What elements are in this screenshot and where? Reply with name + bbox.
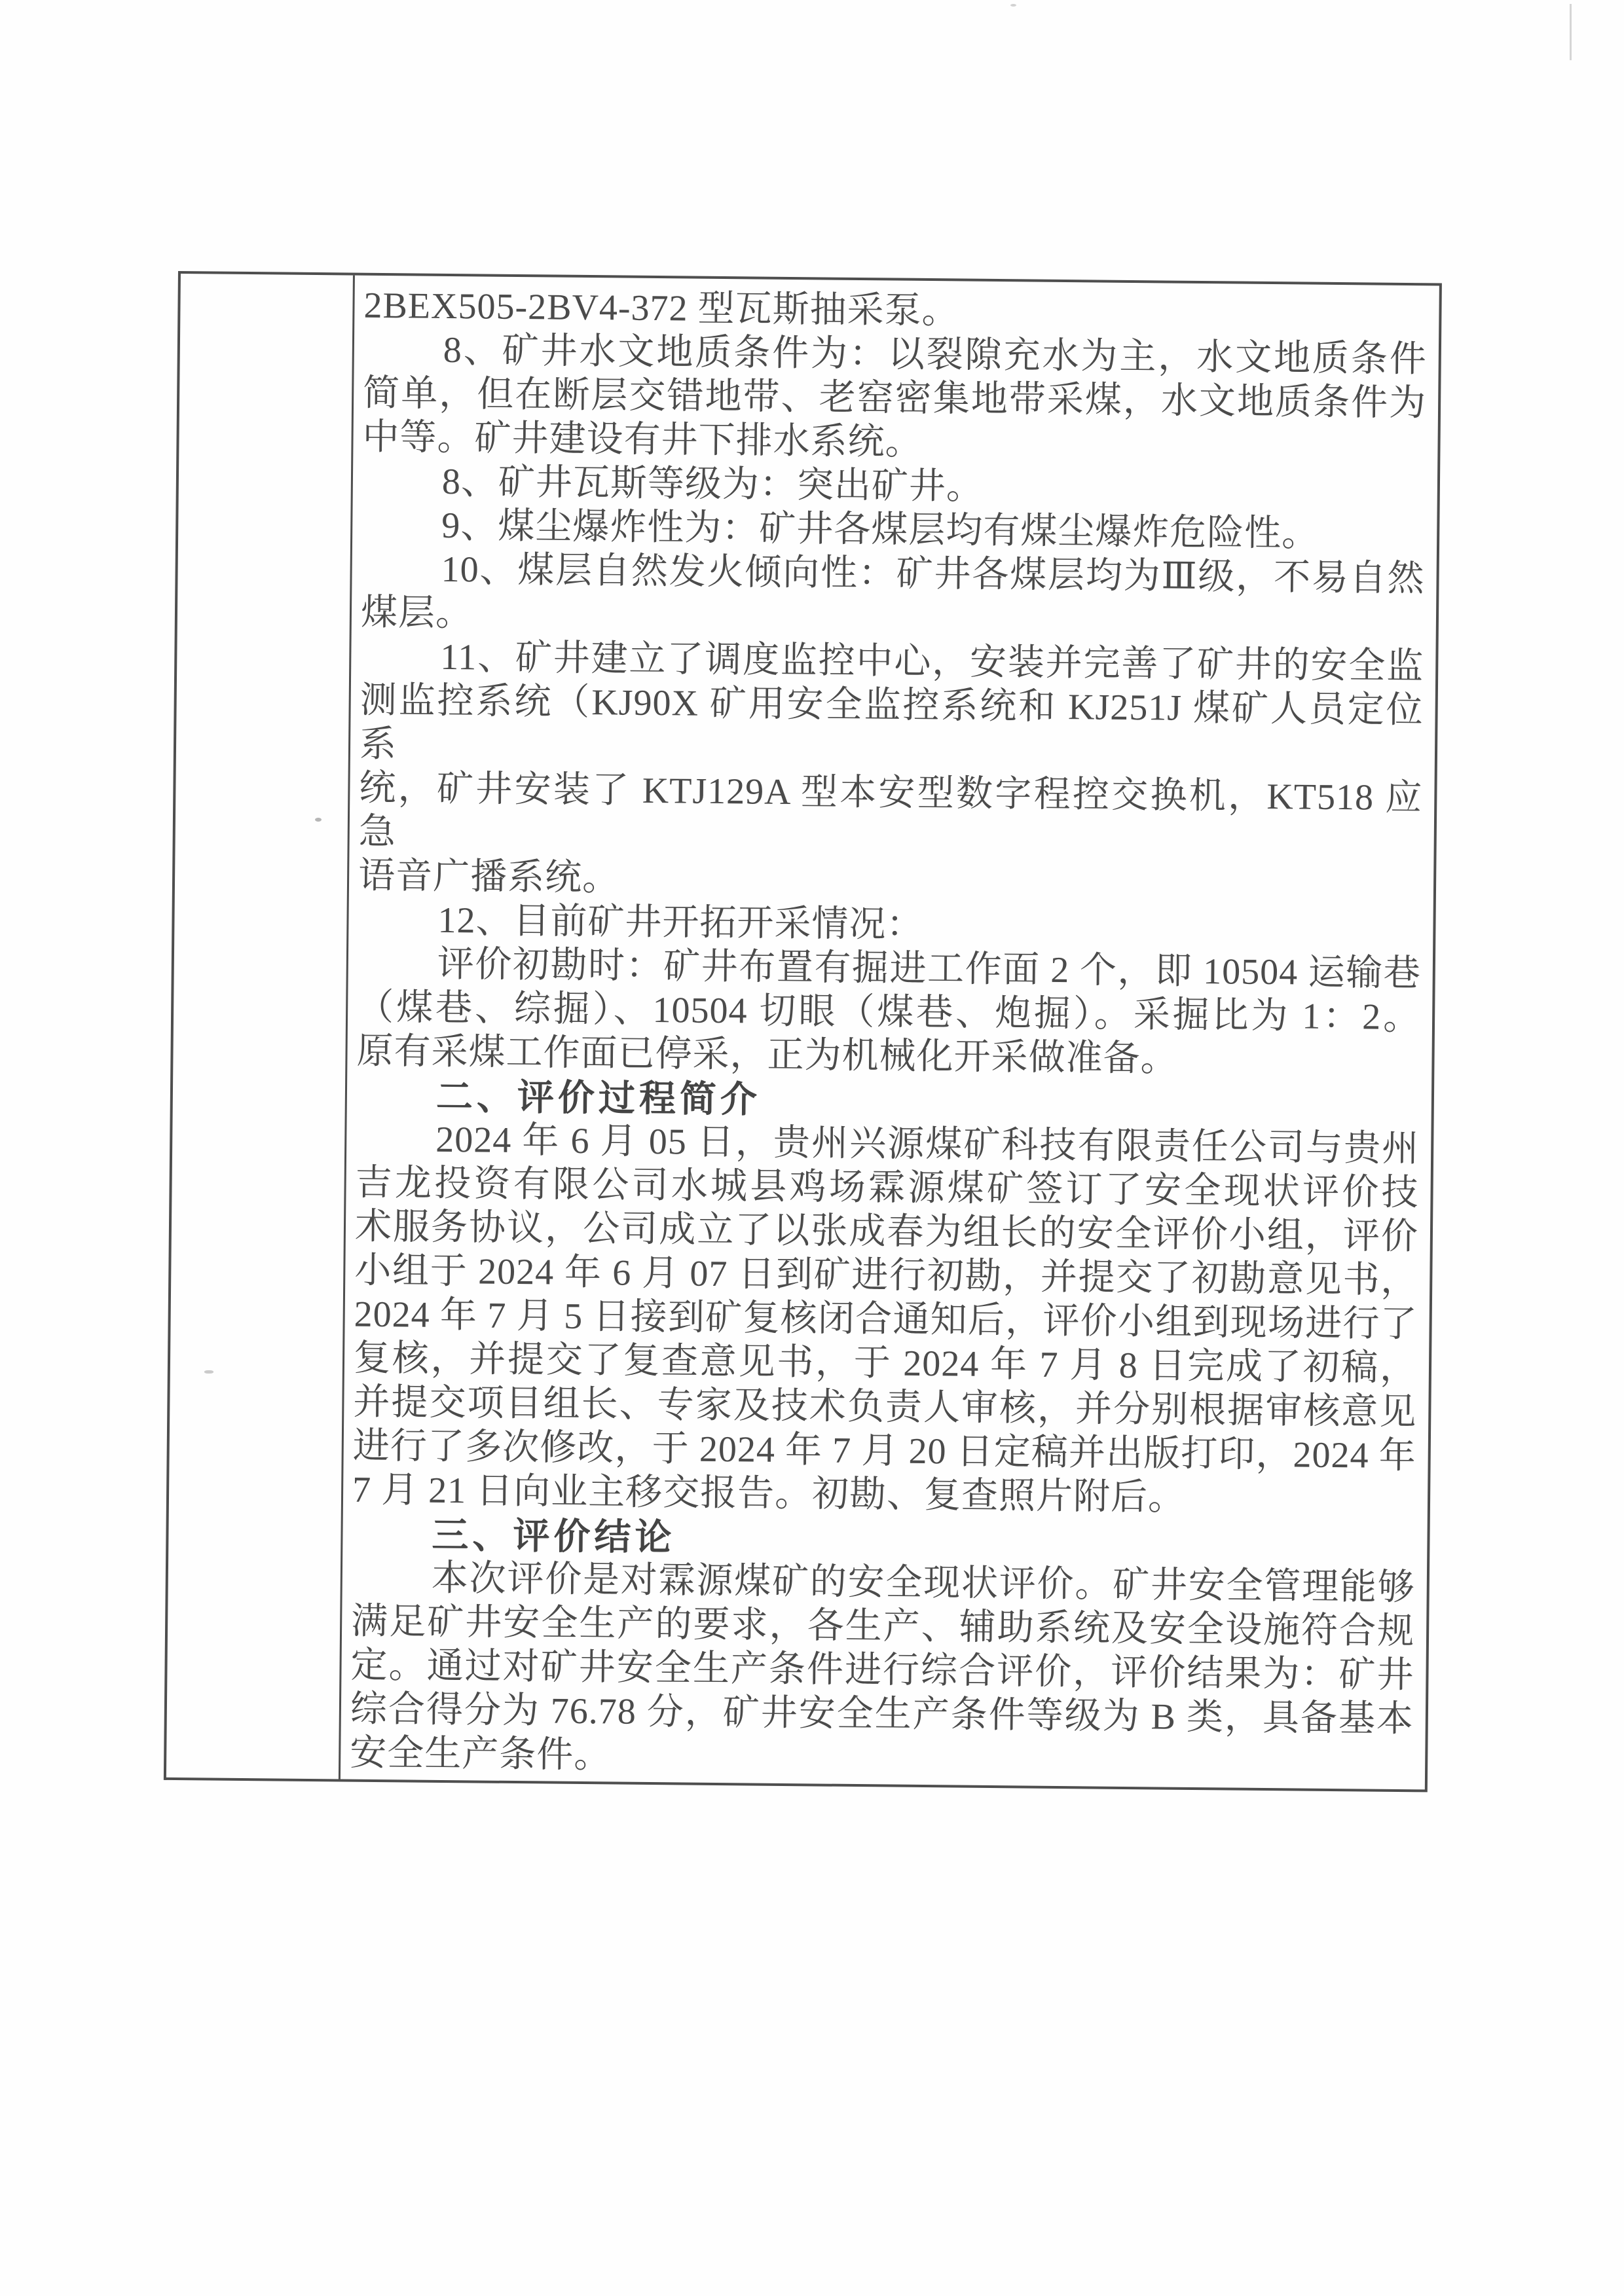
text-line: 2024 年 6 月 05 日，贵州兴源煤矿科技有限责任公司与贵州 bbox=[435, 1119, 1420, 1170]
text-line: 煤层。 bbox=[360, 592, 473, 634]
text-line: 11、矿井建立了调度监控中心，安装并完善了矿井的安全监 bbox=[440, 636, 1424, 687]
text-line: 7 月 21 日向业主移交报告。初勘、复查照片附后。 bbox=[352, 1469, 1186, 1518]
text-line: 评价初勘时：矿井布置有掘进工作面 2 个，即 10504 运输巷 bbox=[437, 943, 1422, 994]
table-main-cell bbox=[341, 276, 1439, 1790]
table-left-cell bbox=[166, 274, 355, 1779]
section-heading: 三、评价结论 bbox=[432, 1514, 676, 1558]
scan-speck-margin bbox=[204, 1370, 213, 1374]
section-heading: 二、评价过程简介 bbox=[435, 1075, 762, 1120]
text-line: 2BEX505-2BV4-372 型瓦斯抽采泵。 bbox=[363, 285, 959, 332]
text-line: 9、煤尘爆炸性为：矿井各煤层均有煤尘爆炸危险性。 bbox=[441, 505, 1320, 555]
text-line: 8、矿井瓦斯等级为：突出矿井。 bbox=[441, 461, 984, 507]
text-line: 进行了多次修改，于 2024 年 7 月 20 日定稿并出版打印，2024 年 bbox=[352, 1425, 1417, 1477]
scan-speck-left bbox=[315, 818, 322, 822]
text-line: 吉龙投资有限公司水城县鸡场霖源煤矿签订了安全现状评价技 bbox=[355, 1162, 1419, 1214]
text-line: 复核，并提交了复查意见书，于 2024 年 7 月 8 日完成了初稿， bbox=[353, 1338, 1418, 1389]
scanned-content bbox=[164, 271, 1442, 1792]
text-line: 8、矿井水文地质条件为：以裂隙充水为主，水文地质条件 bbox=[443, 329, 1428, 380]
text-line: 满足矿井安全生产的要求，各生产、辅助系统及安全设施符合规 bbox=[350, 1601, 1415, 1652]
scan-edge-artifact bbox=[1570, 4, 1572, 60]
text-line: （煤巷、综掘）、10504 切眼（煤巷、炮掘）。采掘比为 1：2。 bbox=[356, 987, 1421, 1038]
text-line: 原有采煤工作面已停采，正为机械化开采做准备。 bbox=[356, 1030, 1178, 1080]
text-line: 综合得分为 76.78 分，矿井安全生产条件等级为 B 类，具备基本 bbox=[350, 1688, 1414, 1740]
text-line: 小组于 2024 年 6 月 07 日到矿进行初勘，并提交了初勘意见书， bbox=[354, 1250, 1418, 1302]
text-line: 并提交项目组长、专家及技术负责人审核，并分别根据审核意见 bbox=[353, 1381, 1417, 1433]
text-line: 10、煤层自然发火倾向性：矿井各煤层均为Ⅲ级，不易自然 bbox=[441, 549, 1425, 600]
text-line: 12、目前矿井开拓开采情况： bbox=[437, 900, 924, 945]
report-table bbox=[164, 271, 1442, 1792]
text-line: 测监控系统（KJ90X 矿用安全监控系统和 KJ251J 煤矿人员定位系 bbox=[359, 680, 1424, 765]
text-line: 语音广播系统。 bbox=[358, 855, 620, 899]
text-line: 术服务协议，公司成立了以张成春为组长的安全评价小组，评价 bbox=[354, 1206, 1419, 1258]
text-line: 统，矿井安装了 KTJ129A 型本安型数字程控交换机，KT518 应急 bbox=[358, 767, 1423, 853]
text-line: 本次评价是对霖源煤矿的安全现状评价。矿井安全管理能够 bbox=[431, 1558, 1416, 1609]
text-line: 简单，但在断层交错地带、老窑密集地带采煤，水文地质条件为 bbox=[362, 373, 1427, 424]
text-line: 2024 年 7 月 5 日接到矿复核闭合通知后，评价小组到现场进行了 bbox=[354, 1294, 1418, 1345]
text-line: 安全生产条件。 bbox=[349, 1732, 612, 1776]
text-line: 定。通过对矿井安全生产条件进行综合评价，评价结果为：矿井 bbox=[350, 1645, 1414, 1696]
text-line: 中等。矿井建设有井下排水系统。 bbox=[362, 416, 923, 463]
scan-speck-top bbox=[1010, 4, 1016, 7]
